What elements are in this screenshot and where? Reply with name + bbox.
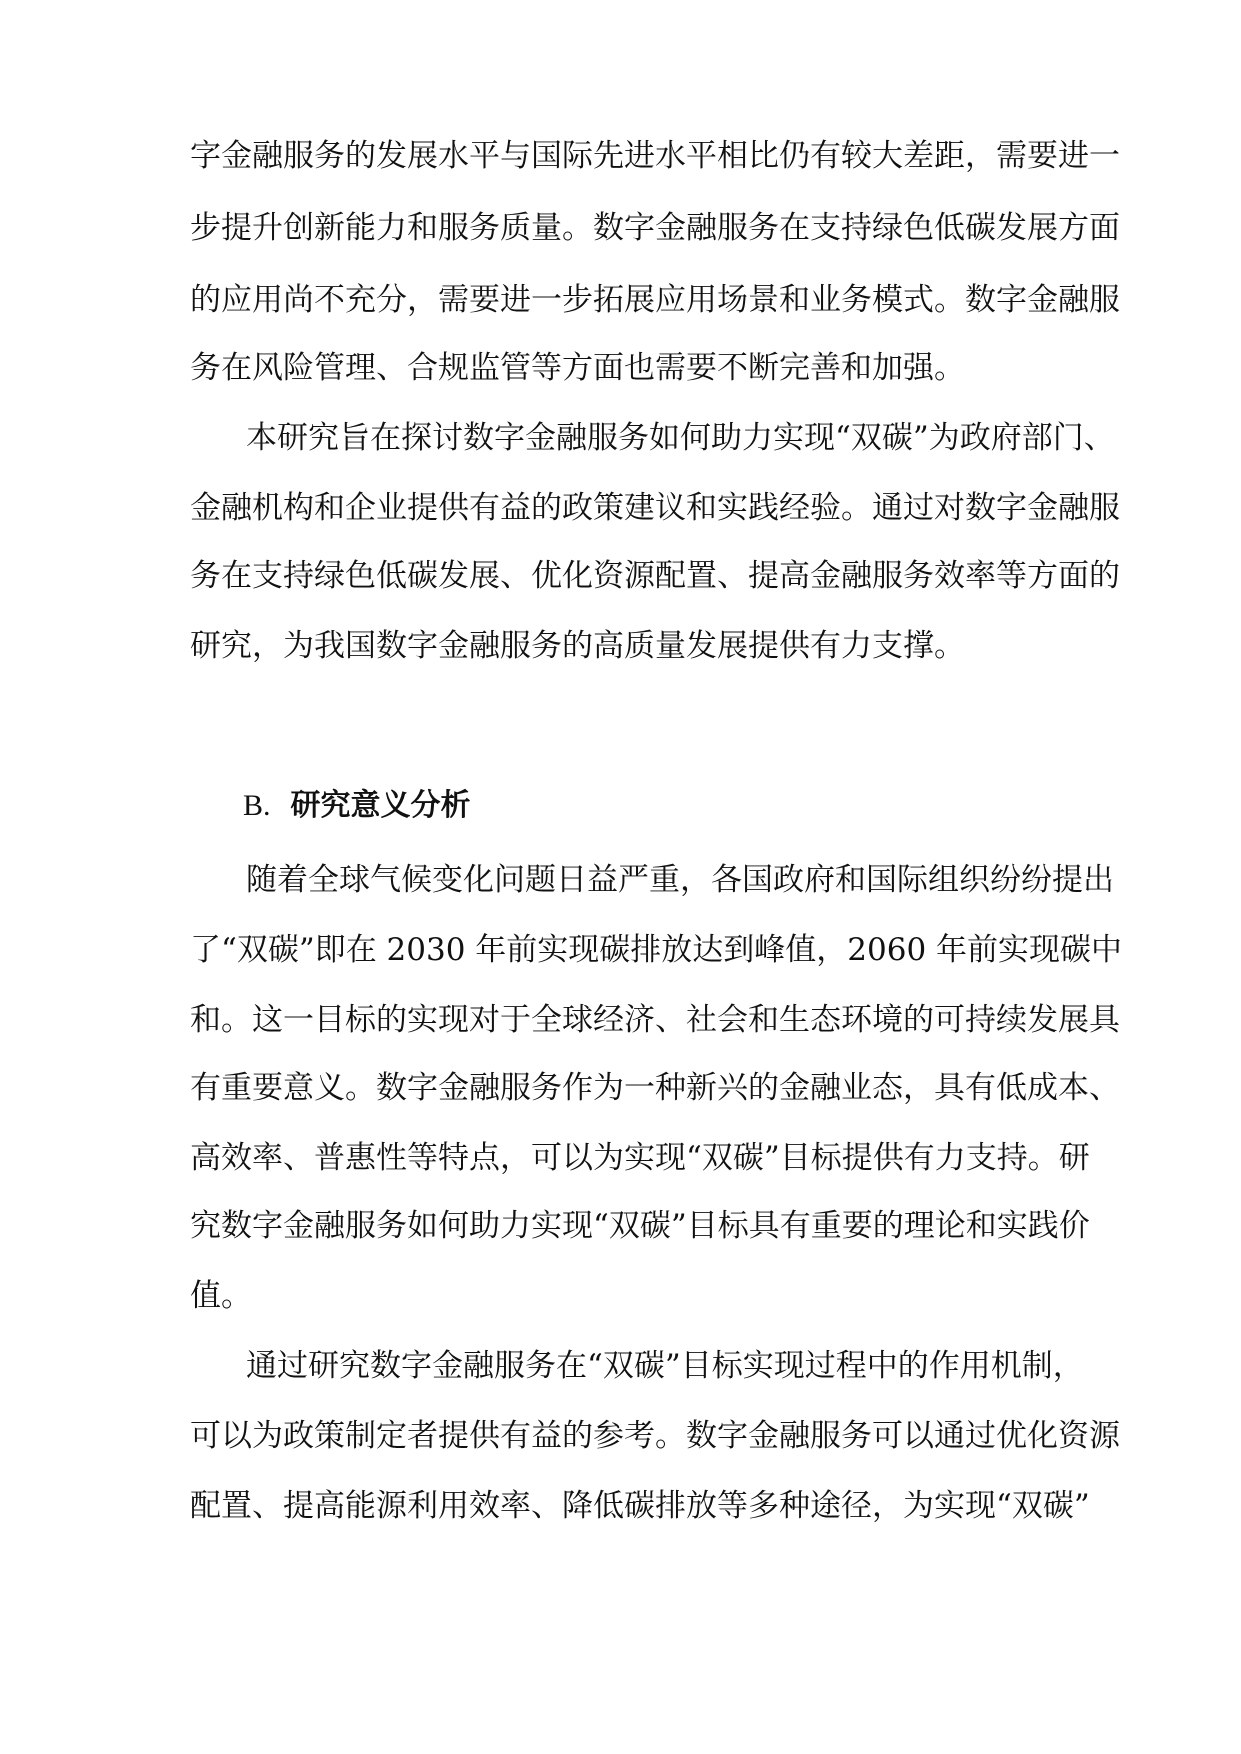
text-line: 字金融服务的发展水平与国际先进水平相比仍有较大差距，需要进一 (190, 138, 1120, 174)
text-line: 金融机构和企业提供有益的政策建议和实践经验。通过对数字金融服 (190, 490, 1120, 526)
section-title: 研究意义分析 (290, 788, 471, 823)
text-line: 务在支持绿色低碳发展、优化资源配置、提高金融服务效率等方面的 (190, 558, 1120, 594)
text-line: 通过研究数字金融服务在“双碳”目标实现过程中的作用机制， (246, 1348, 1084, 1384)
text-line: 和。这一目标的实现对于全球经济、社会和生态环境的可持续发展具 (190, 1002, 1120, 1038)
text-line: 可以为政策制定者提供有益的参考。数字金融服务可以通过优化资源 (190, 1418, 1120, 1454)
text-line: 本研究旨在探讨数字金融服务如何助力实现“双碳”为政府部门、 (246, 420, 1115, 456)
text-line: 究数字金融服务如何助力实现“双碳”目标具有重要的理论和实践价 (190, 1208, 1090, 1244)
text-line: 了“双碳”即在 2030 年前实现碳排放达到峰值，2060 年前实现碳中 (190, 932, 1123, 968)
text-line: 研究，为我国数字金融服务的高质量发展提供有力支撑。 (190, 628, 965, 664)
text-line: 高效率、普惠性等特点，可以为实现“双碳”目标提供有力支持。研 (190, 1140, 1090, 1176)
text-line: 的应用尚不充分，需要进一步拓展应用场景和业务模式。数字金融服 (190, 282, 1120, 318)
text-line: 务在风险管理、合规监管等方面也需要不断完善和加强。 (190, 350, 965, 386)
text-line: 值。 (190, 1278, 252, 1314)
section-number: B. (243, 789, 271, 822)
text-line: 随着全球气候变化问题日益严重，各国政府和国际组织纷纷提出 (246, 862, 1114, 898)
text-line: 配置、提高能源利用效率、降低碳排放等多种途径，为实现“双碳” (190, 1488, 1090, 1524)
section-heading (243, 786, 471, 826)
text-line: 有重要意义。数字金融服务作为一种新兴的金融业态，具有低成本、 (190, 1070, 1120, 1106)
text-line: 步提升创新能力和服务质量。数字金融服务在支持绿色低碳发展方面 (190, 210, 1120, 246)
